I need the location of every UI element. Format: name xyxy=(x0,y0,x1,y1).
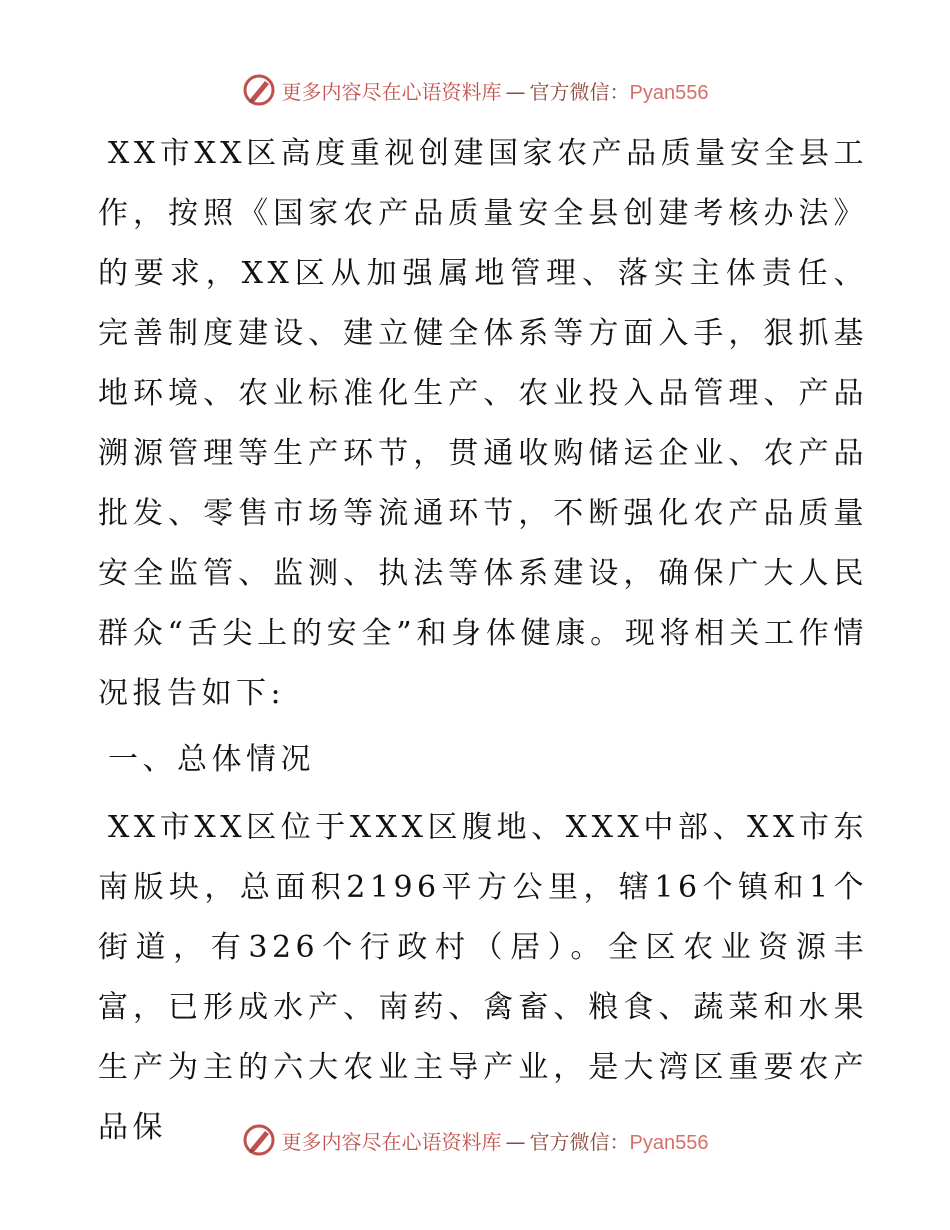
banner-title: 更多内容尽在心语资料库 xyxy=(281,79,502,104)
banner-text xyxy=(282,76,709,105)
banner-wechat-label: 官方微信： xyxy=(529,79,630,104)
document-body xyxy=(98,124,868,1158)
banner-wechat-id: Pyan556 xyxy=(629,81,709,104)
paragraph-intro: XX市XX区高度重视创建国家农产品质量安全县工作，按照《国家农产品质量安全县创建考核办法》的要求，XX区从加强属地管理、落实主体责任、完善制度建设、建立健全体系等方面入手，狠抓基地环境、农业标准化生产、农业投入品管理、产品溯源管理等生产环节，贯通收购储运企业、农产品批发、零售市场等流通环节，不断强化农产品质量安全监管、监测、执法等体系建设，确保广大人民群众“舌尖上的安全”和身体健康。现将相关工作情况报告如下: xyxy=(98,136,868,711)
banner-text xyxy=(282,1126,709,1155)
paragraph-overview: XX市XX区位于XXX区腹地、XXX中部、XX市东南版块，总面积2196平方公里，辖16个镇和1个街道，有326个行政村（居）。全区农业资源丰富，已形成水产、南药、禽畜、粮食、蔬菜和水果生产为主的六大农业主导产业，是大湾区重要农产品保 xyxy=(98,810,868,1145)
banner-title: 更多内容尽在心语资料库 xyxy=(281,1129,502,1154)
section-heading: 一、总体情况 xyxy=(108,742,315,777)
footer-banner xyxy=(0,1118,950,1162)
banner-wechat-id: Pyan556 xyxy=(629,1131,709,1154)
banner-wechat-label: 官方微信： xyxy=(529,1129,630,1154)
pen-logo-icon xyxy=(242,1123,276,1157)
banner-dash: — xyxy=(505,79,526,104)
header-banner xyxy=(0,68,950,112)
pen-logo-icon xyxy=(242,73,276,107)
banner-dash: — xyxy=(505,1129,526,1154)
